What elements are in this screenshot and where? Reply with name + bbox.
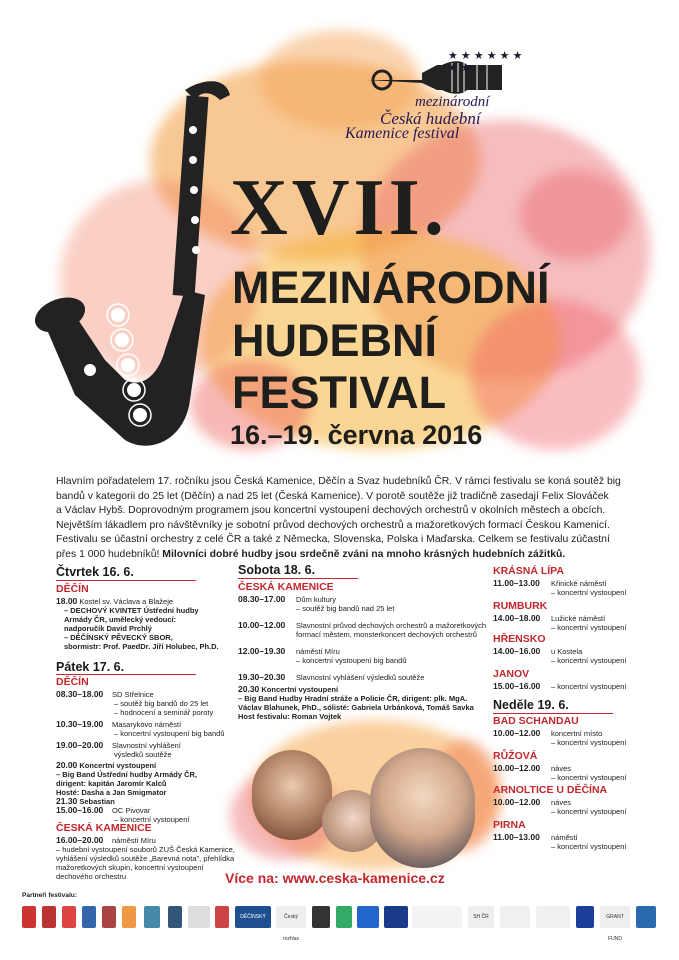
event-line: – koncertní vystoupení [551,773,627,782]
title-line-2: HUDEBNÍ [232,315,438,366]
event-line: – koncertní vystoupení [114,815,190,824]
divider [238,578,358,579]
partner-logo-radio: Český rozhlas [276,906,306,928]
event-line: – soutěž big bandů nad 25 let [296,604,395,613]
intro-line: Největším lákadlem pro návštěvníky je sobotní průvod dechových orchestrů a mažoretkových formací Českou Kamenicí. [56,519,610,531]
event-place: Křinické náměstí [551,579,607,588]
intro-text: přes 1 000 hudebníků! [56,548,163,560]
event-line: mažoretkových skupin, koncertní vystoupení [56,863,204,872]
event-line: – koncertní vystoupení [551,588,627,597]
venue-hrensko: HŘENSKO [493,633,546,645]
event-place: Slavnostní vyhlášení [112,741,181,750]
eu-flag-icon [576,906,594,928]
edition-number: XVII. [230,164,448,252]
divider [493,713,613,714]
event-arnoltice [493,798,643,816]
event-time: 08.30–17.00 [238,594,286,604]
event-time: 10.00–12.00 [493,763,541,773]
website-label: Více na: [225,870,283,886]
partner-logo [336,906,352,928]
event-line: – koncertní vystoupení [551,623,627,632]
event-line: – hudební vystoupení souborů ZUŠ Česká Kamenice, [56,845,235,854]
partner-logo [636,906,656,928]
photo-dasha-smigmator [252,750,332,840]
event-line: vyhlášení výsledků soutěže „Barevná nota", přehlídka [56,854,235,863]
event-place: náměstí Míru [296,647,340,656]
event-place: Koncertní vystoupení [261,685,339,694]
event-line: – koncertní vystoupení big bandů [114,729,225,738]
event-ruzova [493,764,643,782]
day-heading-thursday: Čtvrtek 16. 6. [56,565,134,579]
event-fri-ck [56,836,246,881]
partner-logo [144,906,160,928]
event-place: Kostel sv. Václava a Blažeje [79,597,174,606]
event-place: Masarykovo náměstí [112,720,182,729]
event-sat [238,595,488,721]
partner-logo [412,906,462,928]
partner-logo [22,906,36,928]
intro-line [56,548,624,563]
event-time: 11.00–13.00 [493,832,540,842]
event-place: Slavnostní vyhlášení výsledků soutěže [296,673,425,682]
venue-arnoltice: ARNOLTICE U DĚČÍNA [493,784,608,796]
venue-rumburk: RUMBURK [493,600,548,612]
partner-logo-decin: DĚČÍNSKÝ deník [235,906,271,928]
event-time: 20.00 [56,760,78,770]
partners-label: Partneři festivalu: [22,892,77,899]
partner-logo [500,906,530,928]
event-fri [56,690,241,824]
event-line: – DĚČÍNSKÝ PĚVECKÝ SBOR, [64,633,173,642]
divider [56,674,196,675]
event-pirna [493,833,643,851]
event-time: 10.30–19.00 [56,719,104,729]
partner-logo-sh: SH ČR [468,906,494,928]
partner-logo [215,906,229,928]
venue-janov: JANOV [493,668,530,680]
event-line: nadporučík David Prchlý [64,624,152,633]
venue-pirna: PIRNA [493,819,526,831]
event-time: 19.30–20.30 [238,672,286,682]
partner-logo [168,906,182,928]
event-janov [493,682,643,691]
event-hrensko [493,647,643,665]
event-krasna-lipa [493,579,643,597]
event-time: 10.00–12.00 [493,728,541,738]
logo-line-3: Kamenice festival [345,125,460,142]
intro-line: Hlavním pořadatelem 17. ročníku jsou Česká Kamenice, Děčín a Svaz hudebníků ČR. V rámci festivalu se koná soutěž big [56,476,621,487]
event-place: náměstí Míru [112,836,156,845]
venue-bad-schandau: BAD SCHANDAU [493,715,579,727]
website-link[interactable] [225,870,445,886]
intro-line: bandů v kategorii do 25 let (Děčín) a nad 25 let (Česká Kamenice). V porotě soutěže již tradičně zasedají Felix Slováček [56,490,609,502]
partner-logo [312,906,330,928]
event-line: – koncertní vystoupení [551,738,627,747]
event-place: OC Pivovar [112,806,151,815]
event-time: 16.00–20.00 [56,835,104,845]
event-line: formací městem, monsterkoncert dechových orchestrů [296,630,477,639]
title-line-1: MEZINÁRODNÍ [232,262,550,313]
event-time: 08.30–18.00 [56,689,104,699]
event-place: SD Střelnice [112,690,154,699]
event-place: Slavnostní průvod dechových orchestrů a mažoretkových [296,621,487,630]
day-heading-saturday: Sobota 18. 6. [238,563,316,577]
event-time: 12.00–19.30 [238,646,286,656]
event-time: 15.00–16.00 [56,805,104,815]
logo-line-2: Česká hudební [380,109,481,128]
venue-decin: DĚČÍN [56,676,89,688]
event-line: Hosté: Dasha a Jan Smigmator [56,788,167,797]
festival-dates: 16.–19. června 2016 [230,420,483,450]
event-place: Sebastian [79,797,115,806]
venue-decin: DĚČÍN [56,583,89,595]
partner-logo [82,906,96,928]
event-time: 18.00 [56,596,78,606]
partner-logo [357,906,379,928]
event-time: 10.00–12.00 [238,620,286,630]
event-place: koncertní místo [551,729,603,738]
event-place: náměstí [551,833,578,842]
photo-roman-vojtek [370,748,475,868]
event-time: 14.00–16.00 [493,646,541,656]
event-line: Václav Blahunek, PhD., sólisté: Gabriela Urbánková, Tomáš Savka [238,703,474,712]
event-time: 10.00–12.00 [493,797,541,807]
venue-ceska-kamenice: ČESKÁ KAMENICE [56,822,152,834]
partner-logo [62,906,76,928]
event-line: – hodnocení a seminář poroty [114,708,214,717]
partner-logo-grant: GRANT FUND [600,906,630,928]
partner-logo [536,906,570,928]
logo-stars: ★ ★ ★ ★ ★ ★ ★ ★ [448,50,523,74]
event-bad-schandau [493,729,643,747]
event-time: 11.00–13.00 [493,578,540,588]
event-time: 19.00–20.00 [56,740,104,750]
title-line-3: FESTIVAL [232,367,447,418]
day-heading-friday: Pátek 17. 6. [56,660,125,674]
event-line: Armády ČR, umělecký vedoucí: [64,615,177,624]
event-place: Dům kultury [296,595,337,604]
event-rumburk [493,614,643,632]
event-line: – Big Band Ústřední hudby Armády ČR, [56,770,197,779]
event-line: – koncertní vystoupení [551,682,627,691]
intro-line: a Václav Hybš. Doprovodným programem jsou koncertní vystoupení dechových orchestrů v okolních městech a obcích. [56,505,606,516]
venue-ruzova: RŮŽOVÁ [493,750,538,762]
event-line: Host festivalu: Roman Vojtek [238,712,342,721]
event-line: – koncertní vystoupení big bandů [296,656,407,665]
website-url[interactable]: www.ceska-kamenice.cz [282,870,445,886]
event-place: u Kostela [551,647,583,656]
intro-invitation: Milovníci dobré hudby jsou srdečně zváni na mnoho krásných hudebních zážitků. [162,548,566,560]
partner-logo [384,906,408,928]
divider [56,580,196,581]
event-place: náves [551,764,572,773]
event-line: výsledků soutěže [114,750,172,759]
event-place: náves [551,798,572,807]
event-line: – koncertní vystoupení [551,656,627,665]
event-time: 21.30 [56,796,78,806]
event-place: Koncertní vystoupení [79,761,157,770]
event-time: 15.00–16.00 [493,681,541,691]
day-heading-sunday: Neděle 19. 6. [493,698,569,712]
event-line: – koncertní vystoupení [551,807,627,816]
partner-logo [102,906,116,928]
event-line: – DECHOVÝ KVINTET Ústřední hudby [64,606,199,615]
event-line: – Big Band Hudby Hradní stráže a Policie ČR, dirigent: plk. MgA. [238,694,468,703]
saxophone-illustration [30,70,240,470]
intro-paragraph [56,475,624,562]
event-line: sbormistr: Prof. PaedDr. Jiří Holubec, Ph.D. [64,642,219,651]
event-line: dirigent: kapitán Jaromír Kalců [56,779,167,788]
event-line: – koncertní vystoupení [551,842,627,851]
venue-ceska-kamenice: ČESKÁ KAMENICE [238,581,334,593]
logo-line-1: mezinárodní [415,94,490,110]
venue-krasna-lipa: KRÁSNÁ LÍPA [493,565,564,577]
event-thu [56,597,231,651]
event-time: 14.00–18.00 [493,613,541,623]
event-line: – soutěž big bandů do 25 let [114,699,209,708]
partner-logo [42,906,56,928]
partner-logo [188,906,210,928]
event-time: 20.30 [238,684,260,694]
event-line: dechového orchestru [56,872,127,881]
intro-line: Festivalu se účastní orchestry z celé ČR a také z Německa, Slovenska, Polska i Maďarska. Celkem se festivalu zúčastní [56,534,610,545]
event-place: Lužické náměstí [551,614,606,623]
partner-logo [122,906,136,928]
